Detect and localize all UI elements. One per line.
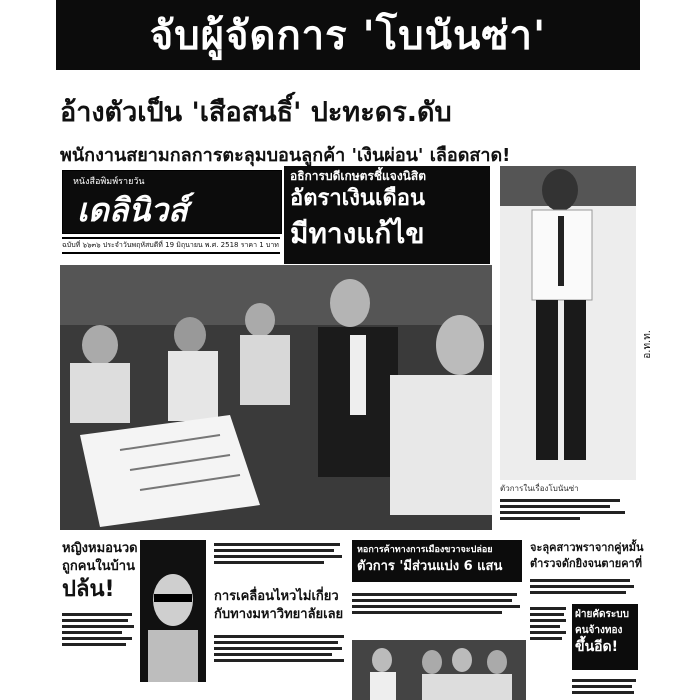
box2-line1: หอการค้าทางการเมืองขวาจะปล่อย: [357, 545, 493, 555]
masthead-small: หนังสือพิมพ์รายวัน: [73, 177, 145, 187]
headline-sub: อ้างตัวเป็น 'เสือสนธิ์' ปะทะดร.ดับ: [60, 97, 452, 128]
right-head: [530, 540, 644, 572]
center-head-line1: การเคลื่อนไหวไม่เกี่ยว: [214, 589, 339, 604]
lower-left-head: [62, 540, 138, 604]
main-photo: [60, 265, 492, 530]
lower-left-head1: หญิงหมอนวด: [62, 541, 138, 556]
right-photo: [500, 166, 636, 480]
issue-price: ราคา 1 บาท: [240, 241, 279, 249]
issue-date: ประจำวันพฤหัสบดีที่ 19 มิถุนายน พ.ศ. 2518: [102, 241, 239, 249]
headline-sub2: พนักงานสยามกลการตะลุมบอนลูกค้า 'เงินผ่อน' เลือดสาด!: [60, 145, 511, 166]
lower-left-head2: ถูกคนในบ้าน: [62, 559, 135, 574]
right-text-bottom: [572, 676, 638, 697]
right-head-line2: ตำรวจดักยิงจนตายคาที่: [530, 557, 642, 570]
center-head: [214, 588, 354, 624]
side-label: อ.ท.ท.: [642, 330, 653, 359]
masthead-info: [62, 237, 280, 254]
right-box-line3: ขึ้นอีด!: [575, 639, 619, 655]
right-box: [572, 604, 638, 670]
masthead-logo: [62, 170, 282, 234]
right-text-body: [530, 604, 568, 643]
box2-headline: [352, 540, 522, 582]
crowd-photo: [352, 640, 526, 700]
center-text-body: [214, 632, 348, 665]
right-box-line2: คนจ้างทอง: [575, 625, 623, 636]
lower-left-text: [62, 610, 136, 649]
box2-text: [352, 590, 522, 617]
lower-left-head3: ปล้น!: [62, 577, 115, 602]
box-headline-line1: อธิการบดีเกษตรชี้แจงนิสิต: [290, 169, 426, 183]
woman-photo: [140, 540, 206, 682]
right-photo-caption: ตัวการในเรื่องโบนันซ่า: [500, 484, 579, 493]
right-box-line1: ฝ่ายคัดระบบ: [575, 609, 629, 620]
masthead-name: เดลินิวส์: [77, 191, 188, 229]
headline-main-text: จับผู้จัดการ 'โบนันซ่า': [149, 13, 547, 59]
issue-number: ฉบับที่ ๖๖๓๖: [62, 241, 101, 249]
center-text-top: [214, 540, 344, 567]
right-text-top: [530, 576, 638, 597]
masthead: [62, 170, 282, 262]
box2-line2: ตัวการ 'มีส่วนแบ่ง 6 แสน: [357, 559, 503, 574]
center-head-line2: กับทางมหาวิทยาลัยเลย: [214, 607, 344, 622]
box-headline-line2: อัตราเงินเดือน: [290, 186, 426, 211]
box-headline-line3: มีทางแก้ไข: [290, 217, 425, 250]
headline-main: [56, 0, 640, 70]
right-head-line1: จะลุคสาวพราจากคู่หมั้น: [530, 541, 644, 554]
box-headline: [284, 166, 490, 264]
right-caption-text: [500, 496, 636, 523]
